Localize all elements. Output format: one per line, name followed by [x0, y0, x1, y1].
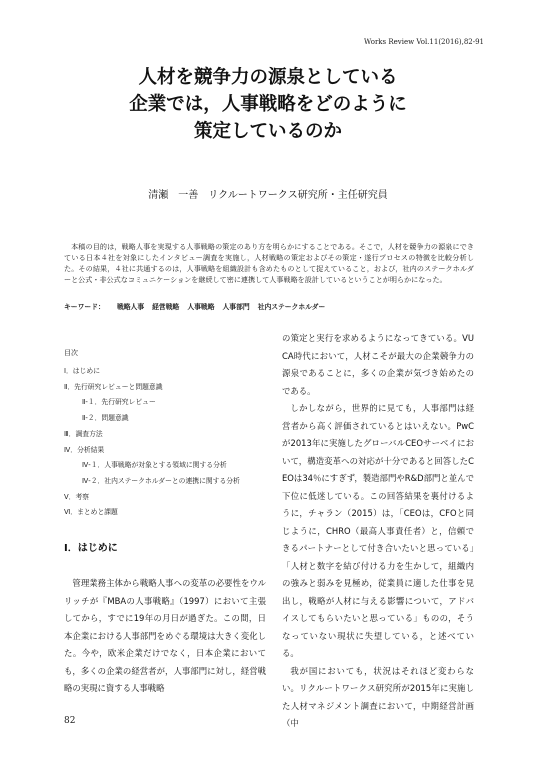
- toc-item: Ⅳ-１．人事戦略が対象とする領域に関する分析: [82, 461, 227, 470]
- title-line-1: 人材を競争力の源泉としている: [138, 67, 398, 88]
- author-line: 清瀬 一善 リクルートワークス研究所・主任研究員: [148, 190, 388, 201]
- left-column: [64, 330, 266, 521]
- right-column: [282, 330, 474, 733]
- abstract: 本稿の目的は，戦略人事を実現する人事戦略の策定のあり方を明らかにすることである。そこで，人材を競争力の源泉にできている日本４社を対象にしたインタビュー調査を実施し，人材戦略の策定およびその策定・遂行プロセスの特徴を比較分析した。その結果，４社に共通するのは，人事戦略を組織設計も含めたものとして捉えていること，および，社内のステークホルダーと公式・非公式なコミュニケーションを継続して密に連携して人事戦略を設計しているということが明らかになった。: [64, 242, 474, 285]
- toc-item: Ⅱ-１．先行研究レビュー: [82, 398, 156, 407]
- body-paragraph: 管理業務主体から戦略人事への変革の必要性をウルリッチが『MBAの人事戦略』（1997）において主張してから，すでに19年の月日が過ぎた。この間，日本企業における人事部門をめぐる環境は大きく変化した。今や，欧米企業だけでなく，日本企業においても，多くの企業の経営者が，人事部門に対し，経営戦略の実現に資する人事戦略: [64, 578, 266, 693]
- toc-item: Ⅱ．先行研究レビューと問題意識: [64, 382, 163, 391]
- title-line-3: 策定しているのか: [193, 121, 342, 142]
- keyword-item: 人事戦略: [187, 303, 215, 311]
- keyword-item: 人事部門: [222, 303, 250, 311]
- toc-item: Ⅱ-２．問題意識: [82, 414, 129, 423]
- body-paragraph: 我が国においても，状況はそれほど変わらない。リクルートワークス研究所が2015年に実施した人材マネジメント調査において，中期経営計画（中: [282, 665, 474, 728]
- toc-item: Ⅰ．はじめに: [64, 367, 100, 375]
- article-title: [0, 64, 536, 145]
- toc-item: Ⅲ．調査方法: [64, 429, 103, 438]
- section-heading-introduction: Ⅰ．はじめに: [64, 543, 118, 554]
- page-number: 82: [64, 716, 76, 726]
- toc-heading: 目次: [64, 349, 78, 357]
- body-paragraph: しかしながら，世界的に見ても，人事部門は経営者から高く評価されているとはいえない。PwCが2013年に実施したグローバルCEOサーベイにおいて，構造変革への対応が十分であると回答したCEOは34％にすぎず，製造部門やR&D部門と並んで下位に低迷している。この回答結果を裏付けるように，チャラン（2015）は，「CEOは，CFOと同じように，CHRO（最高人事責任者）と，信頼できるパートナーとして付き合いたいと思っている」「人材と数字を結び付ける力を生かして，組織内の強みと弱みを見極め，従業員に適した仕事を見出し，戦略が人材に与える影響について，アドバイスしてもらいたいと思っている」ものの，そうなっていない現状に失望している，と述べている。: [282, 403, 474, 658]
- toc-item: Ⅳ-２．社内ステークホルダーとの連携に関する分析: [82, 476, 240, 485]
- keywords-list: [117, 303, 333, 311]
- journal-header: Works Review Vol.11(2016),82-91: [364, 38, 484, 46]
- keywords-label: キーワード：: [64, 303, 105, 311]
- keyword-item: 戦略人事: [116, 303, 145, 311]
- keyword-item: 社内ステークホルダー: [257, 303, 326, 311]
- toc-item: Ⅴ．考察: [64, 492, 90, 501]
- left-body-text: [64, 575, 266, 698]
- toc-list: [64, 364, 266, 521]
- toc-item: Ⅵ．まとめと課題: [64, 508, 118, 517]
- keywords: [64, 301, 474, 311]
- table-of-contents: [64, 348, 266, 521]
- toc-item: Ⅳ．分析結果: [64, 445, 105, 454]
- title-line-2: 企業では，人事戦略をどのように: [129, 94, 407, 115]
- keyword-item: 経営戦略: [152, 303, 180, 311]
- body-paragraph: の策定と実行を求めるようになってきている。VUCA時代において，人材こそが最大の企業競争力の源泉であることに，多くの企業が気づき始めたのである。: [282, 333, 474, 396]
